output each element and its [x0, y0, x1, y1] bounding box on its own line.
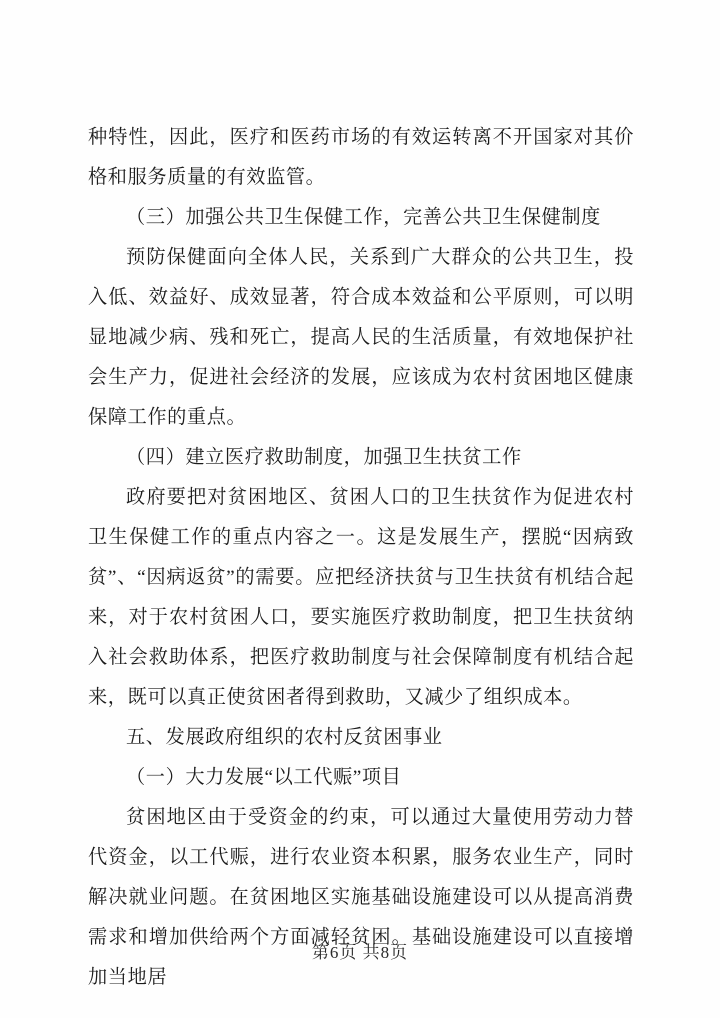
paragraph-infrastructure: 贫困地区由于受资金的约束，可以通过大量使用劳动力替代资金，以工代赈，进行农业资本积累，服务农业生产，同时解决就业问题。在贫困地区实施基础设施建设可以从提高消费需求和增加供给两个方面减轻贫困。基础设施建设可以直接增加当地居 — [88, 807, 634, 988]
paragraph-public-health: 预防保健面向全体人民，关系到广大群众的公共卫生，投入低、效益好、成效显著，符合成本效益和公平原则，可以明显地减少病、残和死亡，提高人民的生活质量，有效地保护社会生产力，促进社会经济的发展，应该成为农村贫困地区健康保障工作的重点。 — [88, 247, 634, 428]
page-footer: 第6页 共8页 — [311, 943, 409, 962]
paragraph-continuation: 种特性，因此，医疗和医药市场的有效运转离不开国家对其价格和服务质量的有效监管。 — [88, 127, 634, 188]
section-heading-three: （三）加强公共卫生保健工作，完善公共卫生保健制度 — [126, 207, 601, 228]
document-body — [88, 118, 634, 998]
subsection-heading-five-one: （一）大力发展“以工代赈”项目 — [126, 767, 402, 788]
section-heading-four: （四）建立医疗救助制度，加强卫生扶贫工作 — [126, 447, 522, 468]
paragraph-medical-aid: 政府要把对贫困地区、贫困人口的卫生扶贫作为促进农村卫生保健工作的重点内容之一。这是发展生产，摆脱“因病致贫”、“因病返贫”的需要。应把经济扶贫与卫生扶贫有机结合起来，对于农村贫困人口，要实施医疗救助制度，把卫生扶贫纳入社会救助体系，把医疗救助制度与社会保障制度有机结合起来，既可以真正使贫困者得到救助，又减少了组织成本。 — [88, 487, 634, 708]
section-heading-five: 五、发展政府组织的农村反贫困事业 — [126, 727, 443, 748]
